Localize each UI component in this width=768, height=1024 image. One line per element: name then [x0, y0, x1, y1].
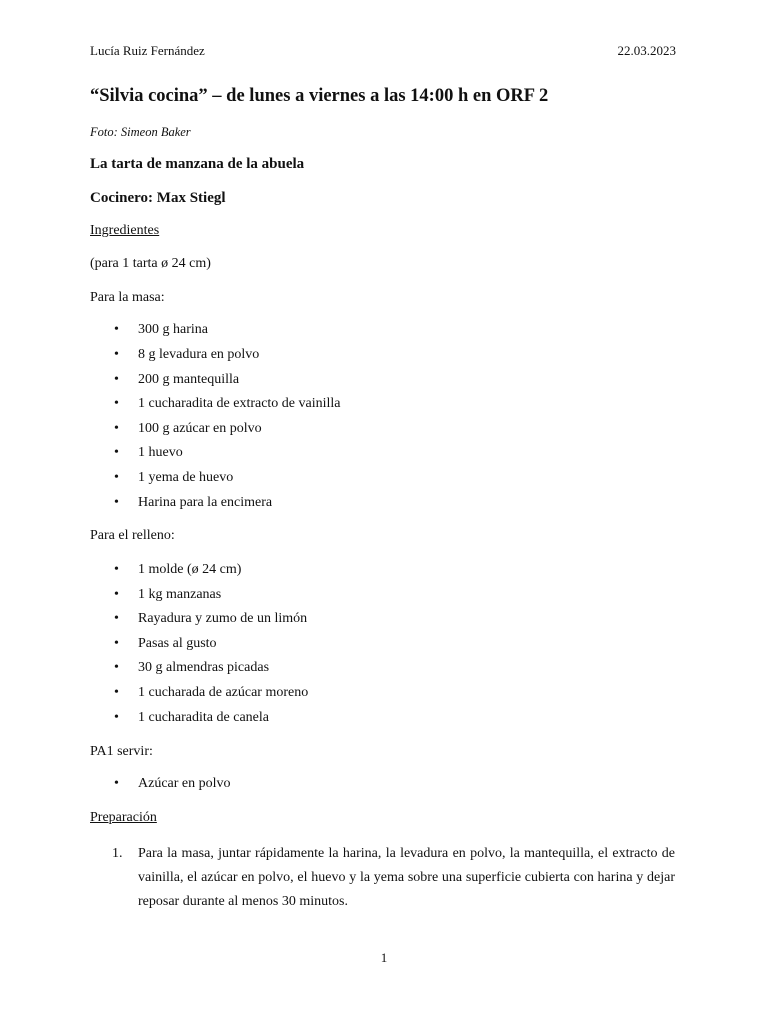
- bullet-icon: •: [114, 611, 119, 626]
- photo-credit: Foto: Simeon Baker: [90, 125, 191, 139]
- header-date: 22.03.2023: [617, 43, 676, 58]
- servings-note: (para 1 tarta ø 24 cm): [90, 256, 211, 271]
- bullet-icon: •: [114, 776, 119, 791]
- bullet-icon: •: [114, 685, 119, 700]
- bullet-icon: •: [114, 710, 119, 725]
- cook-name: Cocinero: Max Stiegl: [90, 190, 226, 206]
- filling-label: Para el relleno:: [90, 528, 175, 543]
- bullet-icon: •: [114, 322, 119, 337]
- serving-label: PA1 servir:: [90, 744, 153, 759]
- bullet-icon: •: [114, 562, 119, 577]
- header-author: Lucía Ruiz Fernández: [90, 43, 205, 58]
- document-title: “Silvia cocina” – de lunes a viernes a las 14:00 h en ORF 2: [90, 86, 549, 106]
- bullet-icon: •: [114, 660, 119, 675]
- bullet-icon: •: [114, 470, 119, 485]
- preparation-heading: Preparación: [90, 810, 157, 825]
- bullet-icon: •: [114, 372, 119, 387]
- bullet-icon: •: [114, 396, 119, 411]
- step-item: [90, 842, 675, 914]
- bullet-icon: •: [114, 445, 119, 460]
- dough-label: Para la masa:: [90, 290, 165, 305]
- recipe-title: La tarta de manzana de la abuela: [90, 156, 305, 172]
- bullet-icon: •: [114, 636, 119, 651]
- step-number: 1.: [112, 846, 123, 861]
- ingredients-heading: Ingredientes: [90, 223, 160, 238]
- step-text: Para la masa, juntar rápidamente la harina, la levadura en polvo, la mantequilla, el extracto de vainilla, el azúcar en polvo, el huevo y la yema sobre una superficie cubierta con harina y dejar reposar durante al menos 30 minutos.: [138, 846, 675, 909]
- page-number: 1: [380, 950, 388, 965]
- preparation-steps: [90, 842, 675, 914]
- bullet-icon: •: [114, 587, 119, 602]
- bullet-icon: •: [114, 495, 119, 510]
- bullet-icon: •: [114, 347, 119, 362]
- bullet-icon: •: [114, 421, 119, 436]
